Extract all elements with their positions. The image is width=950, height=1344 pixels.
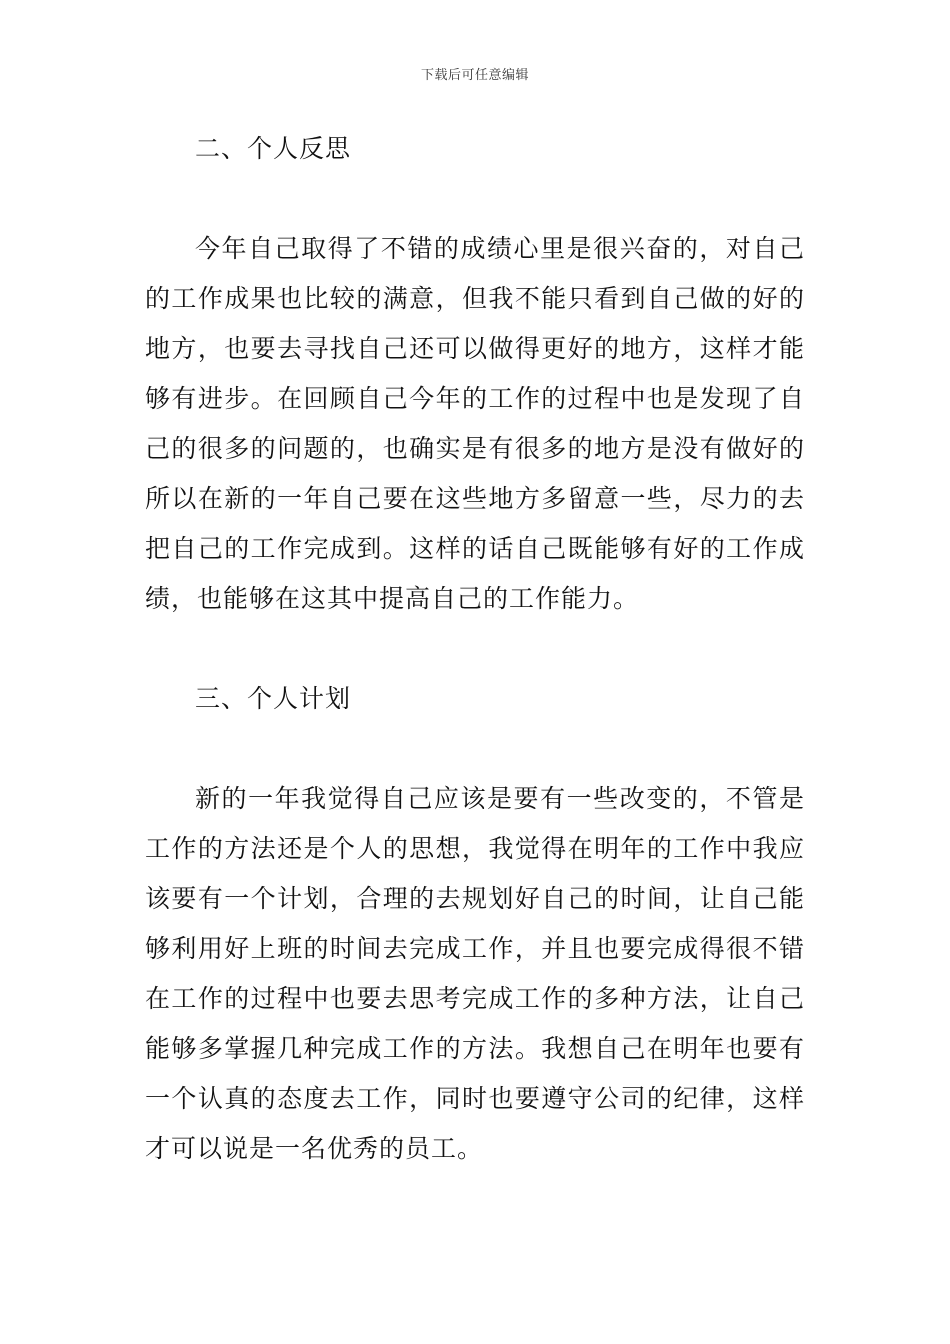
section-heading-plan: 三、个人计划: [195, 684, 352, 713]
spacer: [145, 174, 805, 224]
spacer: [145, 624, 805, 674]
section-heading-reflection: 二、个人反思: [195, 134, 352, 163]
paragraph-plan: 新的一年我觉得自己应该是要有一些改变的，不管是工作的方法还是个人的思想，我觉得在明年的工作中我应该要有一个计划，合理的去规划好自己的时间，让自己能够利用好上班的时间去完成工作，并且也要完成得很不错在工作的过程中也要去思考完成工作的多种方法，让自己能够多掌握几种完成工作的方法。我想自己在明年也要有一个认真的态度去工作，同时也要遵守公司的纪律，这样才可以说是一名优秀的员工。: [145, 784, 805, 1163]
spacer: [145, 724, 805, 774]
paragraph-reflection: 今年自己取得了不错的成绩心里是很兴奋的，对自己的工作成果也比较的满意，但我不能只看到自己做的好的地方，也要去寻找自己还可以做得更好的地方，这样才能够有进步。在回顾自己今年的工作的过程中也是发现了自己的很多的问题的，也确实是有很多的地方是没有做好的所以在新的一年自己要在这些地方多留意一些，尽力的去把自己的工作完成到。这样的话自己既能够有好的工作成绩，也能够在这其中提高自己的工作能力。: [145, 234, 805, 613]
header-note: 下载后可任意编辑: [420, 68, 529, 83]
document-body: [145, 124, 805, 1174]
